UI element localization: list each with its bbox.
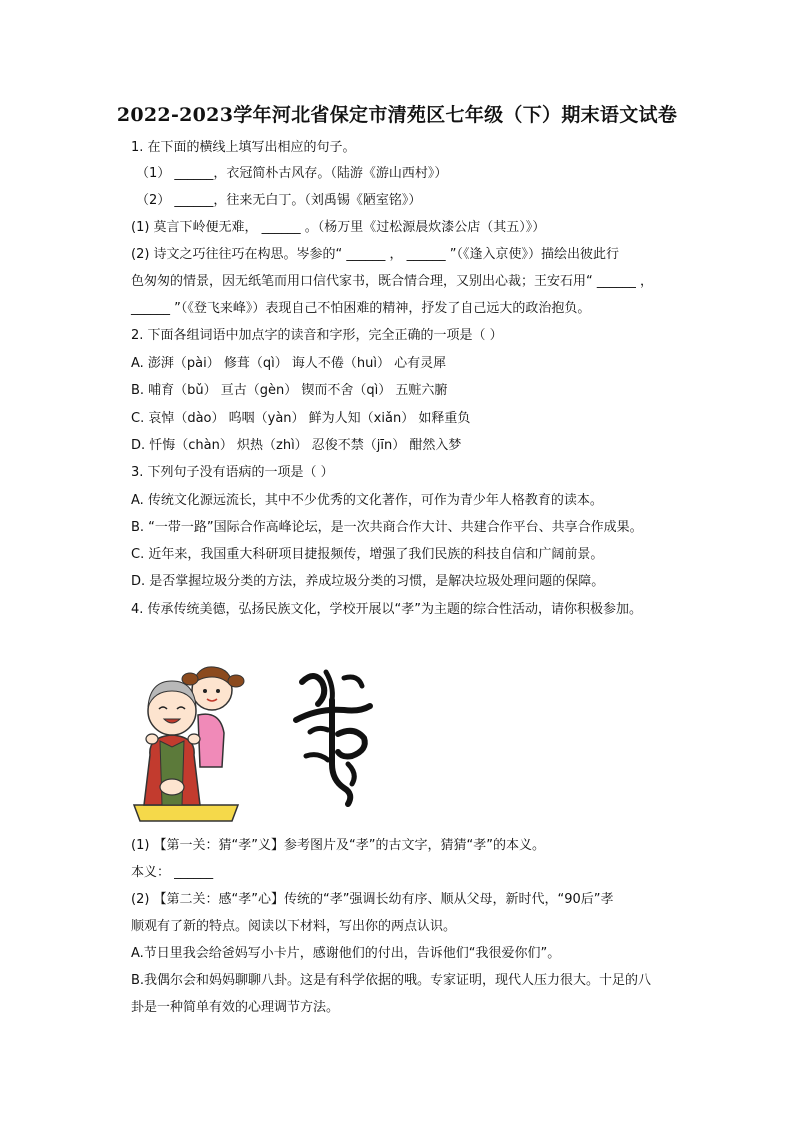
question-2-option-d: D. 忏悔（chàn） 炽热（zhì） 忍俊不禁（jīn） 酣然入梦	[131, 438, 462, 453]
question-1-sub-2-end: ______ ”（《登飞来峰》）表现自己不怕困难的精神，抒发了自己远大的政治抱负。	[131, 301, 591, 316]
question-1-item-1: （1） ______，衣冠简朴古风存。（陆游《游山西村》）	[136, 166, 448, 181]
question-3-option-c: C. 近年来，我国重大科研项目捷报频传，增强了我们民族的科技自信和广阔前景。	[131, 547, 604, 562]
material-a: A.节日里我会给爸妈写小卡片，感谢他们的付出，告诉他们“我很爱你们”。	[131, 946, 561, 961]
material-b-cont: 卦是一种简单有效的心理调节方法。	[131, 1000, 340, 1015]
material-b: B.我偶尔会和妈妈聊聊八卦。这是有科学依据的哦。专家证明，现代人压力很大。十足的八	[131, 973, 652, 988]
question-3-stem: 3. 下列句子没有语病的一项是（ ）	[131, 465, 334, 480]
question-4-sub-2-cont: 顺观有了新的特点。阅读以下材料，写出你的两点认识。	[131, 919, 457, 934]
question-1-sub-2-cont: 色匆匆的情景，因无纸笔而用口信代家书，既合情合理，又别出心裁；王安石用“ ______ ，	[131, 274, 654, 289]
question-2-option-a: A. 澎湃（pài） 修葺（qì） 诲人不倦（huì） 心有灵犀	[131, 356, 447, 371]
question-4-sub-1: (1) 【第一关：猜“孝”义】参考图片及“孝”的古文字，猜猜“孝”的本义。	[131, 838, 545, 853]
question-1-sub-1: (1) 莫言下岭便无难， ______ 。（杨万里《过松源晨炊漆公店（其五）》）	[131, 220, 546, 235]
question-2-stem: 2. 下面各组词语中加点字的读音和字形，完全正确的一项是（ ）	[131, 328, 503, 343]
question-3-option-b: B. “一带一路”国际合作高峰论坛，是一次共商合作大计、共建合作平台、共享合作成果。	[131, 520, 643, 535]
grandmother-child-illustration	[128, 655, 246, 825]
question-1-stem: 1. 在下面的横线上填写出相应的句子。	[131, 140, 356, 155]
question-4-sub-1-answer: 本义： ______	[131, 865, 214, 880]
ancient-xiao-character-glyph	[288, 660, 378, 810]
question-4-stem: 4. 传承传统美德，弘扬民族文化，学校开展以“孝”为主题的综合性活动，请你积极参加。	[131, 602, 643, 617]
question-3-option-d: D. 是否掌握垃圾分类的方法，养成垃圾分类的习惯，是解决垃圾处理问题的保障。	[131, 574, 605, 589]
question-1-item-2: （2） ______，往来无白丁。（刘禹锡《陋室铭》）	[136, 193, 422, 208]
question-3-option-a: A. 传统文化源远流长，其中不少优秀的文化著作，可作为青少年人格教育的读本。	[131, 493, 603, 508]
question-2-option-b: B. 哺育（bǔ） 亘古（gèn） 锲而不舍（qì） 五赃六腑	[131, 383, 448, 398]
question-1-sub-2: (2) 诗文之巧往往巧在构思。岑参的“ ______ ， ______ ”（《逢入京使》）描绘出彼此行	[131, 247, 620, 262]
question-2-option-c: C. 哀悼（dào） 呜咽（yàn） 鲜为人知（xiǎn） 如释重负	[131, 411, 471, 426]
exam-title: 2022-2023学年河北省保定市清苑区七年级（下）期末语文试卷	[116, 104, 678, 126]
question-4-sub-2: (2) 【第二关：感“孝”心】传统的“孝”强调长幼有序、顺从父母，新时代，“90后”孝	[131, 892, 614, 907]
